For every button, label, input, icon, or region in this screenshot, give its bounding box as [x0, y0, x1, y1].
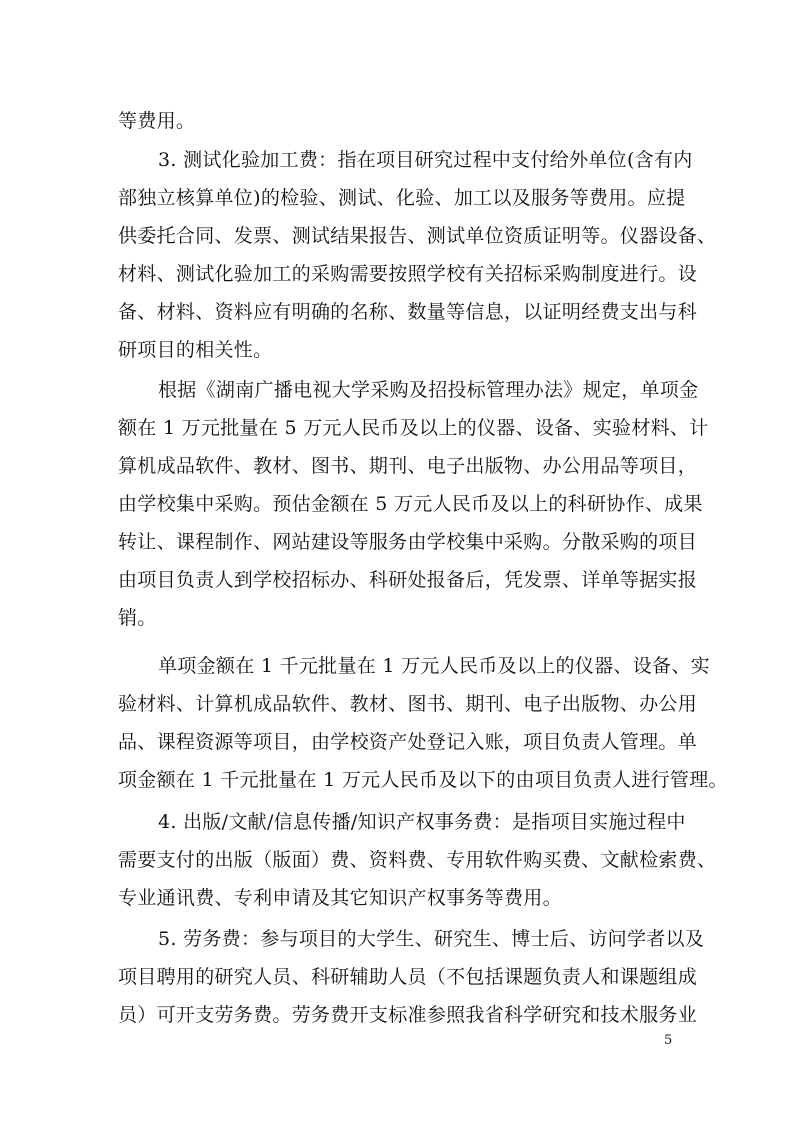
page-number: 5 [664, 1033, 673, 1048]
text-line: 4. 出版/文献/信息传播/知识产权事务费：是指项目实施过程中 [158, 811, 686, 833]
text-line: 材料、测试化验加工的采购需要按照学校有关招标采购制度进行。设 [118, 263, 698, 285]
text-line: 专业通讯费、专利申请及其它知识产权事务等费用。 [118, 887, 562, 909]
text-line: 算机成品软件、教材、图书、期刊、电子出版物、办公用品等项目， [118, 455, 698, 477]
text-line: 员）可开支劳务费。劳务费开支标准参照我省科学研究和技术服务业 [118, 1004, 698, 1026]
text-line: 项目聘用的研究人员、科研辅助人员（不包括课题负责人和课题组成 [118, 966, 698, 988]
text-line: 等费用。 [118, 110, 196, 132]
text-line: 项金额在 1 千元批量在 1 万元人民币及以下的由项目负责人进行管理。 [118, 769, 728, 791]
text-line: 部独立核算单位)的检验、测试、化验、加工以及服务等费用。应提 [118, 187, 686, 209]
text-line: 由学校集中采购。预估金额在 5 万元人民币及以上的科研协作、成果 [118, 493, 703, 515]
text-line: 备、材料、资料应有明确的名称、数量等信息，以证明经费支出与科 [118, 301, 698, 323]
text-line: 品、课程资源等项目，由学校资产处登记入账，项目负责人管理。单 [118, 731, 698, 753]
text-line: 3. 测试化验加工费：指在项目研究过程中支付给外单位(含有内 [158, 149, 693, 171]
text-line: 验材料、计算机成品软件、教材、图书、期刊、电子出版物、办公用 [118, 693, 698, 715]
text-line: 额在 1 万元批量在 5 万元人民币及以上的仪器、设备、实验材料、计 [118, 417, 709, 439]
text-line: 需要支付的出版（版面）费、资料费、专用软件购买费、文献检索费、 [118, 849, 717, 871]
text-line: 单项金额在 1 千元批量在 1 万元人民币及以上的仪器、设备、实 [158, 655, 710, 677]
text-line: 转让、课程制作、网站建设等服务由学校集中采购。分散采购的项目 [118, 531, 698, 553]
text-line: 研项目的相关性。 [118, 339, 273, 361]
text-line: 供委托合同、发票、测试结果报告、测试单位资质证明等。仪器设备、 [118, 225, 717, 247]
text-line: 销。 [118, 607, 157, 629]
text-line: 由项目负责人到学校招标办、科研处报备后，凭发票、详单等据实报 [118, 569, 698, 591]
text-line: 根据《湖南广播电视大学采购及招投标管理办法》规定，单项金 [158, 379, 699, 401]
text-line: 5. 劳务费：参与项目的大学生、研究生、博士后、访问学者以及 [158, 928, 705, 950]
